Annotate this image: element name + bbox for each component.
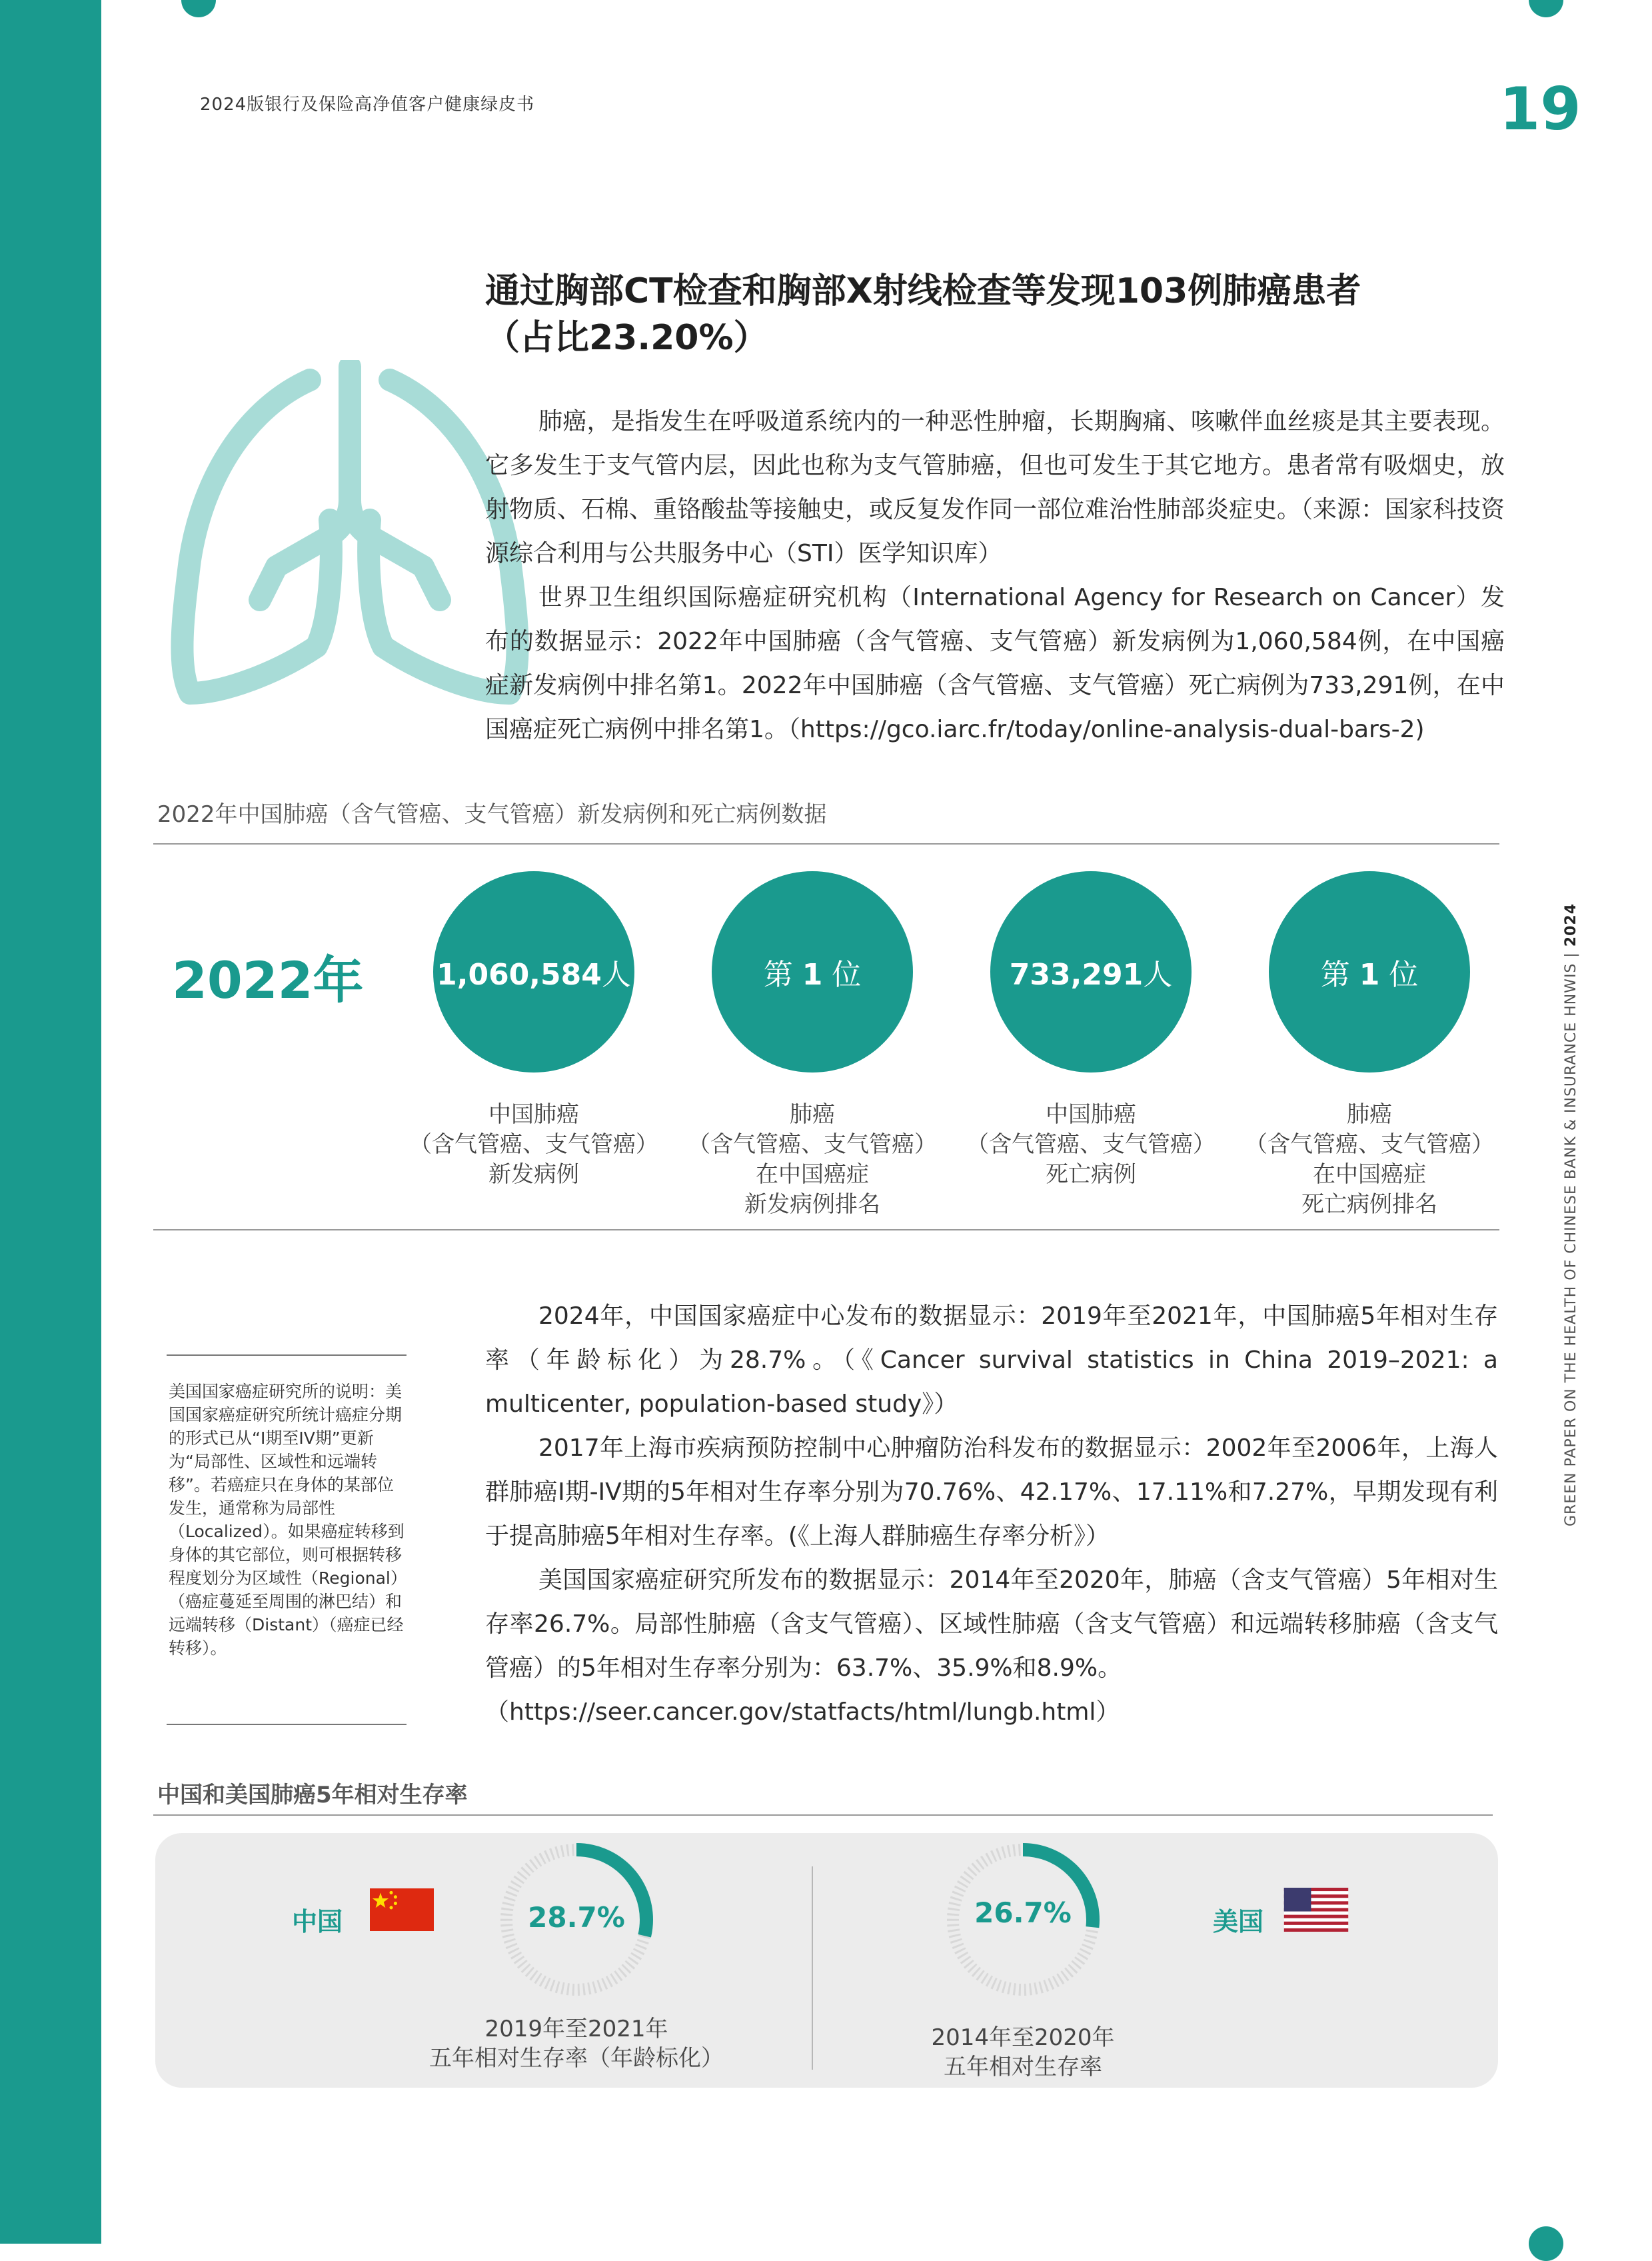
stat-label-new-case-rank: 肺癌 （含气管癌、支气管癌） 在中国癌症 新发病例排名 — [688, 1101, 937, 1218]
paragraph-iarc-data: 世界卫生组织国际癌症研究机构（International Agency for Research on Cancer）发布的数据显示：2022年中国肺癌（含气管癌、支气管癌）新发病例为1,060,584例，在中国癌症新发病例中排名第1。2022年中国肺癌（含气管癌、支气管癌）死亡病例为733,291例，在中国癌症死亡病例中排名第1。（https://gco.iarc.fr/today/online-analysis-dual-bars-2) — [485, 584, 1505, 743]
usa-flag-icon — [1283, 1888, 1349, 1932]
comparison-divider — [812, 1866, 813, 2070]
country-label-usa: 美国 — [1213, 1907, 1264, 1936]
comparison-rule — [153, 1814, 1493, 1816]
stat-circle-death-rank: 第 1 位 — [1269, 871, 1470, 1073]
sidebar-top-rule — [167, 1354, 407, 1356]
sidebar-bottom-rule — [167, 1724, 407, 1725]
stat-label-death-rank: 肺癌 （含气管癌、支气管癌） 在中国癌症 死亡病例排名 — [1245, 1101, 1494, 1218]
donut-value-usa: 26.7% — [974, 1896, 1072, 1929]
stat-circle-new-cases: 1,060,584人 — [433, 871, 634, 1073]
comparison-heading: 中国和美国肺癌5年相对生存率 — [157, 1782, 468, 1808]
stats-year: 2022年 — [172, 951, 364, 1010]
stats-heading: 2022年中国肺癌（含气管癌、支气管癌）新发病例和死亡病例数据 — [157, 801, 827, 828]
section-title: 通过胸部CT检查和胸部X射线检查等发现103例肺癌患者 （占比23.20%） — [485, 271, 1361, 358]
paragraph-china-ncc: 2024年，中国国家癌症中心发布的数据显示：2019年至2021年，中国肺癌5年相对生存率（年龄标化）为28.7%。（《Cancer survival statistics in China 2019–2021: a multicenter, population-based study》） — [485, 1302, 1498, 1418]
survival-paragraphs — [485, 1294, 1498, 1734]
sidebar-note: 美国国家癌症研究所的说明：美国国家癌症研究所统计癌症分期的形式已从“I期至IV期”更新为“局部性、区域性和远端转移”。若癌症只在身体的某部位发生，通常称为局部性（Localized）。如果癌症转移到身体的其它部位，则可根据转移程度划分为区域性（Regional）（癌症蔓延至周围的淋巴结）和远端转移（Distant）（癌症已经转移）。 — [169, 1382, 407, 1658]
stat-label-deaths: 中国肺癌 （含气管癌、支气管癌） 死亡病例 — [966, 1101, 1216, 1188]
paragraph-shanghai-cdc: 2017年上海市疾病预防控制中心肿瘤防治科发布的数据显示：2002年至2006年，上海人群肺癌I期-IV期的5年相对生存率分别为70.76%、42.17%、17.11%和7.27%，早期发现有利于提高肺癌5年相对生存率。(《上海人群肺癌生存率分析》） — [485, 1434, 1498, 1550]
intro-paragraphs — [485, 400, 1505, 752]
paragraph-us-nci: 美国国家癌症研究所发布的数据显示：2014年至2020年，肺癌（含支气管癌）5年相对生存率26.7%。局部性肺癌（含支气管癌）、区域性肺癌（含支气管癌）和远端转移肺癌（含支气管癌）的5年相对生存率分别为：63.7%、35.9%和8.9%。 — [485, 1566, 1498, 1682]
spine-text: GREEN PAPER ON THE HEALTH OF CHINESE BANK & INSURANCE HNWIS | 2024 — [1563, 903, 1579, 1526]
bottom-dot-right — [1529, 2226, 1563, 2261]
document-header-title: 2024版银行及保险高净值客户健康绿皮书 — [200, 95, 535, 115]
stats-bottom-rule — [153, 1229, 1499, 1230]
stat-label-new-cases: 中国肺癌 （含气管癌、支气管癌） 新发病例 — [409, 1101, 658, 1188]
caption-china: 2019年至2021年 五年相对生存率（年龄标化） — [429, 2016, 724, 2072]
top-dot-left — [181, 0, 216, 17]
top-dot-right — [1529, 0, 1563, 17]
stats-top-rule — [153, 843, 1499, 845]
comparison-panel — [155, 1833, 1498, 2088]
stat-circle-new-case-rank: 第 1 位 — [712, 871, 913, 1073]
caption-usa: 2014年至2020年 五年相对生存率 — [931, 2024, 1115, 2080]
left-color-band — [0, 0, 101, 2244]
donut-value-china: 28.7% — [528, 1901, 625, 1934]
paragraph-seer-link: （https://seer.cancer.gov/statfacts/html/lungb.html） — [485, 1698, 1120, 1726]
paragraph-lung-cancer-definition: 肺癌，是指发生在呼吸道系统内的一种恶性肿瘤，长期胸痛、咳嗽伴血丝痰是其主要表现。它多发生于支气管内层，因此也称为支气管肺癌，但也可发生于其它地方。患者常有吸烟史，放射物质、石棉、重铬酸盐等接触史，或反复发作同一部位难治性肺部炎症史。（来源：国家科技资源综合利用与公共服务中心（STI）医学知识库） — [485, 408, 1505, 567]
page-number: 19 — [1499, 75, 1581, 143]
country-label-china: 中国 — [292, 1907, 343, 1936]
stat-circle-deaths: 733,291人 — [990, 871, 1192, 1073]
china-flag-icon — [370, 1888, 434, 1932]
